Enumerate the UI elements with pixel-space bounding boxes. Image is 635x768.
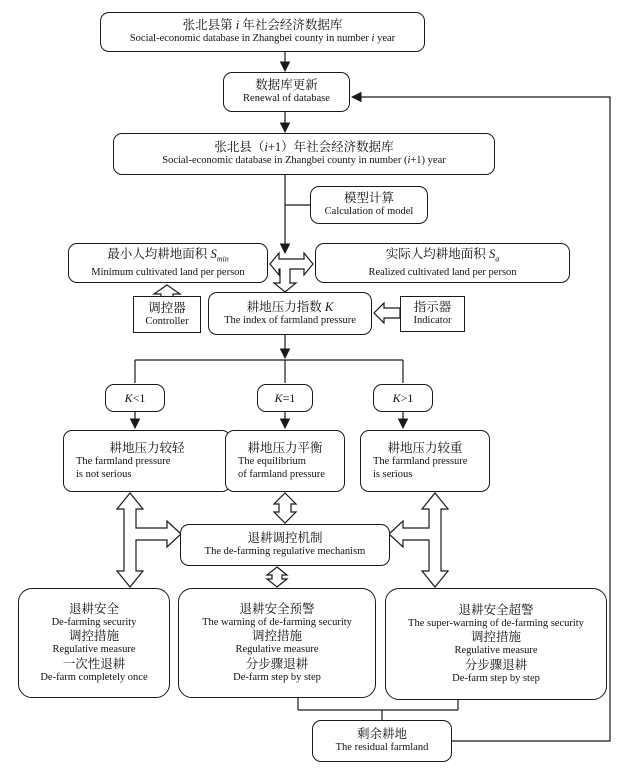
node-defarming-security-warning bbox=[178, 588, 376, 698]
var-s: S bbox=[488, 247, 496, 261]
var-i: i bbox=[371, 33, 375, 45]
node-indicator bbox=[400, 296, 465, 332]
renewal-cn: 数据库更新 bbox=[255, 78, 318, 93]
heavy-en1: The farmland pressure bbox=[373, 456, 468, 467]
k-eq1-label bbox=[275, 391, 296, 405]
text-segment: 张北县第 bbox=[182, 18, 236, 33]
node-defarming-security bbox=[18, 588, 170, 698]
heavy-cn: 耕地压力较重 bbox=[387, 441, 463, 455]
text-segment: +1) year bbox=[410, 155, 446, 167]
security-line: 调控措施 bbox=[68, 629, 119, 644]
indicator-left-arrow bbox=[374, 303, 400, 323]
indicator-cn: 指示器 bbox=[413, 300, 452, 315]
residual-en: The residual farmland bbox=[335, 742, 429, 754]
text-segment: +1）年社会经济数据库 bbox=[267, 140, 394, 155]
security-line: Regulative measure bbox=[52, 644, 136, 656]
text-segment: year bbox=[374, 33, 396, 45]
text-segment: Social-economic database in Zhangbei county in number bbox=[129, 33, 372, 45]
node-pressure-equilibrium bbox=[225, 430, 345, 492]
var-k: K bbox=[274, 391, 283, 405]
database-year-i1-en bbox=[162, 155, 446, 168]
text-segment: 年社会经济数据库 bbox=[239, 18, 343, 33]
min-land-cn bbox=[107, 247, 228, 267]
equil-en1: The equilibrium bbox=[238, 456, 306, 467]
equil-cn: 耕地压力平衡 bbox=[247, 441, 323, 455]
controller-en: Controller bbox=[145, 315, 189, 327]
node-pressure-not-serious bbox=[63, 430, 231, 492]
node-renewal-of-database bbox=[223, 72, 350, 112]
var-k: K bbox=[124, 391, 133, 405]
warning-line: 退耕安全预警 bbox=[239, 601, 315, 616]
light-en2: is not serious bbox=[76, 468, 132, 480]
node-k-equals-1 bbox=[257, 384, 313, 412]
super-warning-line: Regulative measure bbox=[454, 645, 538, 657]
k-lt1-label bbox=[125, 391, 146, 405]
security-line: 一次性退耕 bbox=[62, 656, 126, 671]
min-land-en: Minimum cultivated land per person bbox=[91, 266, 245, 278]
double-arrow-equil-mechanism bbox=[274, 493, 296, 523]
super-warning-line: 退耕安全超警 bbox=[458, 602, 534, 617]
node-defarming-regulative-mechanism bbox=[180, 524, 390, 566]
equil-en2: of farmland pressure bbox=[238, 468, 325, 480]
var-i: i bbox=[235, 18, 240, 33]
node-database-year-i1 bbox=[113, 133, 495, 175]
node-farmland-pressure-index bbox=[208, 292, 372, 335]
text-segment: 实际人均耕地面积 bbox=[385, 247, 489, 261]
warning-line: 调控措施 bbox=[251, 629, 302, 644]
calc-en: Calculation of model bbox=[324, 206, 414, 218]
node-pressure-serious bbox=[360, 430, 490, 492]
node-controller bbox=[133, 296, 201, 333]
three-way-split-arrow bbox=[270, 253, 313, 292]
super-warning-line: 调控措施 bbox=[470, 630, 521, 645]
heavy-en2: is serious bbox=[373, 468, 413, 480]
renewal-en: Renewal of database bbox=[243, 93, 330, 105]
var-i: i bbox=[264, 140, 268, 155]
node-k-less-than-1 bbox=[105, 384, 165, 412]
text-segment: 张北县（ bbox=[214, 140, 265, 155]
double-arrow-heavy-super-with-branch bbox=[389, 493, 448, 587]
database-year-i1-cn bbox=[214, 140, 393, 155]
super-warning-line: 分步骤退耕 bbox=[464, 657, 528, 672]
var-s-sub: a bbox=[495, 254, 500, 264]
light-en1: The farmland pressure bbox=[76, 456, 171, 467]
security-line: De-farming security bbox=[51, 616, 137, 628]
var-i: i bbox=[407, 155, 411, 167]
var-s-sub: min bbox=[216, 254, 229, 264]
light-cn: 耕地压力较轻 bbox=[109, 441, 185, 455]
node-defarming-security-super-warning bbox=[385, 588, 607, 700]
text-segment: <1 bbox=[132, 391, 146, 405]
node-database-year-i bbox=[100, 12, 425, 52]
node-residual-farmland bbox=[312, 720, 452, 762]
mechanism-en: The de-farming regulative mechanism bbox=[204, 546, 366, 558]
double-arrow-mechanism-warning bbox=[267, 567, 287, 587]
indicator-en: Indicator bbox=[413, 315, 452, 327]
super-warning-line: The super-warning of de-farming security bbox=[408, 617, 584, 629]
k-gt1-label bbox=[393, 391, 414, 405]
k-index-cn bbox=[247, 300, 333, 315]
warning-line: De-farm step by step bbox=[233, 671, 321, 683]
var-s: S bbox=[210, 247, 217, 261]
var-k: K bbox=[324, 299, 334, 314]
controller-cn: 调控器 bbox=[148, 300, 186, 315]
warning-line: The warning of de-farming security bbox=[202, 616, 352, 628]
database-year-i-en bbox=[130, 33, 395, 46]
node-realized-cultivated-land bbox=[315, 243, 570, 283]
k-index-en: The index of farmland pressure bbox=[224, 314, 356, 326]
warning-line: Regulative measure bbox=[235, 644, 319, 656]
var-k: K bbox=[392, 391, 401, 405]
double-arrow-light-security-with-branch bbox=[117, 493, 181, 587]
mechanism-cn: 退耕调控机制 bbox=[247, 531, 323, 546]
text-segment: =1 bbox=[282, 391, 296, 405]
text-segment: Social-economic database in Zhangbei county in number ( bbox=[162, 155, 408, 167]
node-minimum-cultivated-land bbox=[68, 243, 268, 283]
security-line: De-farm completely once bbox=[40, 671, 148, 683]
text-segment: >1 bbox=[400, 391, 414, 405]
warning-line: 分步骤退耕 bbox=[245, 656, 309, 671]
super-warning-line: De-farm step by step bbox=[452, 672, 540, 684]
node-calculation-of-model bbox=[310, 186, 428, 224]
node-k-greater-than-1 bbox=[373, 384, 433, 412]
text-segment: 耕地压力指数 bbox=[246, 299, 325, 314]
text-segment: 最小人均耕地面积 bbox=[107, 247, 211, 261]
real-land-en: Realized cultivated land per person bbox=[368, 266, 517, 278]
real-land-cn bbox=[386, 247, 499, 267]
database-year-i-cn bbox=[183, 18, 343, 33]
calc-cn: 模型计算 bbox=[343, 191, 394, 206]
security-line: 退耕安全 bbox=[68, 601, 119, 616]
residual-cn: 剩余耕地 bbox=[356, 727, 407, 742]
